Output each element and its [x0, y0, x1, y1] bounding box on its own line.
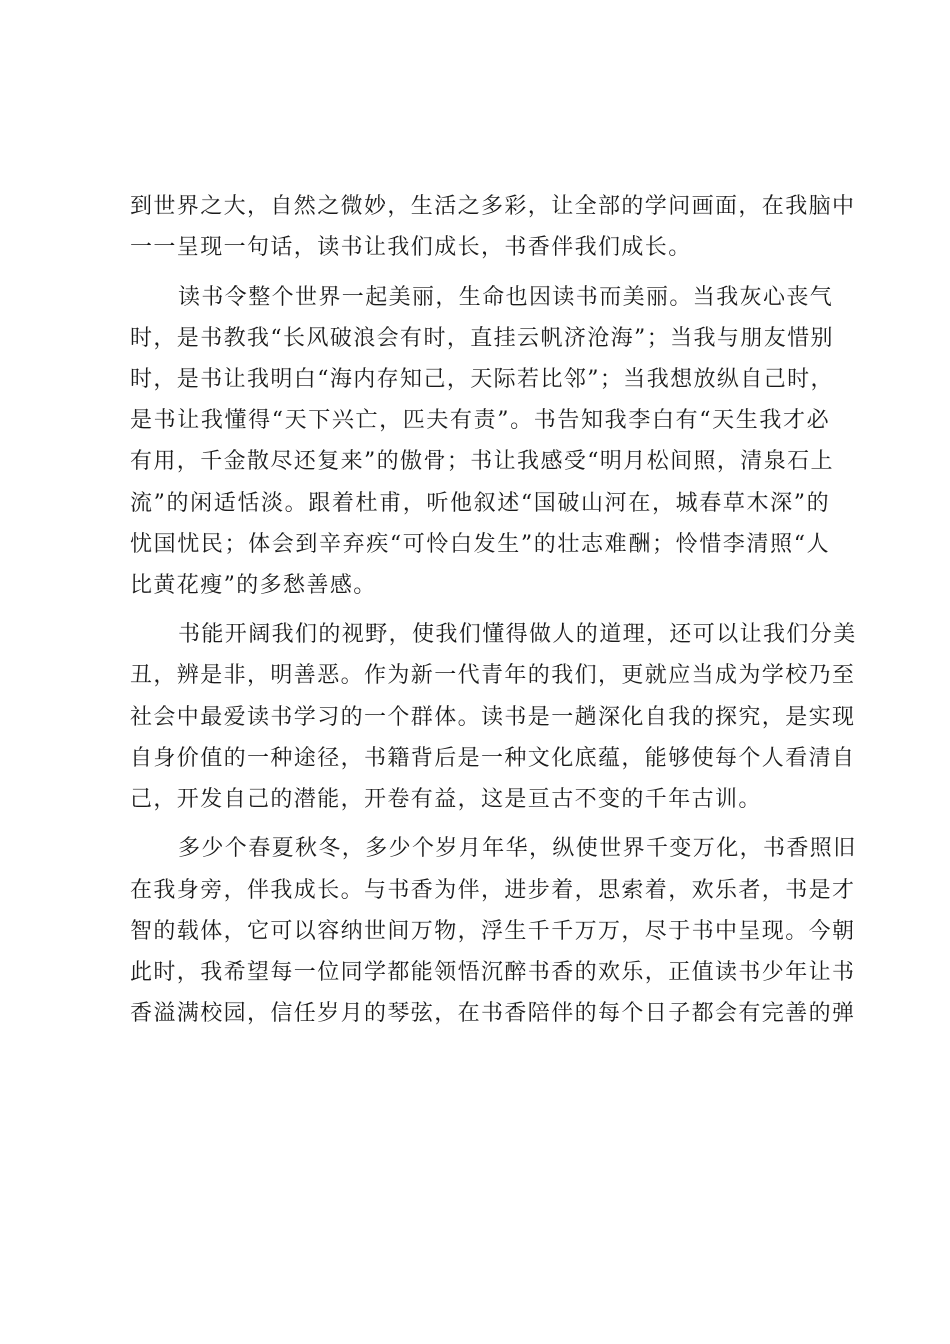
paragraph-line: 比黄花瘦”的多愁善感。 — [130, 572, 377, 598]
paragraph-line: 智的载体，它可以容纳世间万物，浮生千千万万，尽于书中呈现。今朝 — [130, 918, 856, 944]
paragraph-line: 时，是书教我“长风破浪会有时，直挂云帆济沧海”；当我与朋友惜别 — [130, 325, 834, 351]
paragraph-line: 己，开发自己的潜能，开卷有益，这是亘古不变的千年古训。 — [130, 787, 762, 812]
document-body — [130, 186, 857, 1034]
paragraph-line: 流”的闲适恬淡。跟着杜甫，听他叙述“国破山河在，城春草木深”的 — [130, 490, 830, 516]
paragraph-line: 一一呈现一句话，读书让我们成长，书香伴我们成长。 — [130, 235, 692, 261]
paragraph-gap — [130, 820, 830, 828]
paragraph-line: 忧国忧民；体会到辛弃疾“可怜白发生”的壮志难酬；怜惜李清照“人 — [130, 531, 830, 557]
paragraph-gap — [130, 606, 830, 614]
paragraph-line: 丑，辨是非，明善恶。作为新一代青年的我们，更就应当成为学校乃至 — [130, 663, 856, 689]
paragraph-line: 读书令整个世界一起美丽，生命也因读书而美丽。当我灰心丧气 — [178, 284, 834, 310]
paragraph-line: 多少个春夏秋冬，多少个岁月年华，纵使世界千变万化，书香照旧 — [178, 836, 857, 862]
paragraph-gap — [130, 268, 830, 276]
paragraph-line: 是书让我懂得“天下兴亡，匹夫有责”。书告知我李白有“天生我才必 — [130, 408, 830, 434]
paragraph-line: 书能开阔我们的视野，使我们懂得做人的道理，还可以让我们分美 — [178, 622, 857, 648]
paragraph-line: 到世界之大，自然之微妙，生活之多彩，让全部的学问画面，在我脑中 — [130, 194, 856, 219]
paragraph-line: 自身价值的一种途径，书籍背后是一种文化底蕴，能够使每个人看清自 — [130, 745, 856, 771]
paragraph-line: 此时，我希望每一位同学都能领悟沉醉书香的欢乐，正值读书少年让书 — [130, 959, 856, 985]
paragraph-line: 时，是书让我明白“海内存知己，天际若比邻”；当我想放纵自己时， — [130, 366, 834, 392]
paragraph-line: 在我身旁，伴我成长。与书香为伴，进步着，思索着，欢乐者，书是才 — [130, 877, 856, 903]
paragraph-line: 有用，千金散尽还复来”的傲骨；书让我感受“明月松间照，清泉石上 — [130, 449, 834, 475]
paragraph-line: 香溢满校园，信任岁月的琴弦，在书香陪伴的每个日子都会有完善的弹 — [130, 1001, 856, 1027]
paragraph-line: 社会中最爱读书学习的一个群体。读书是一趟深化自我的探究，是实现 — [130, 704, 856, 730]
